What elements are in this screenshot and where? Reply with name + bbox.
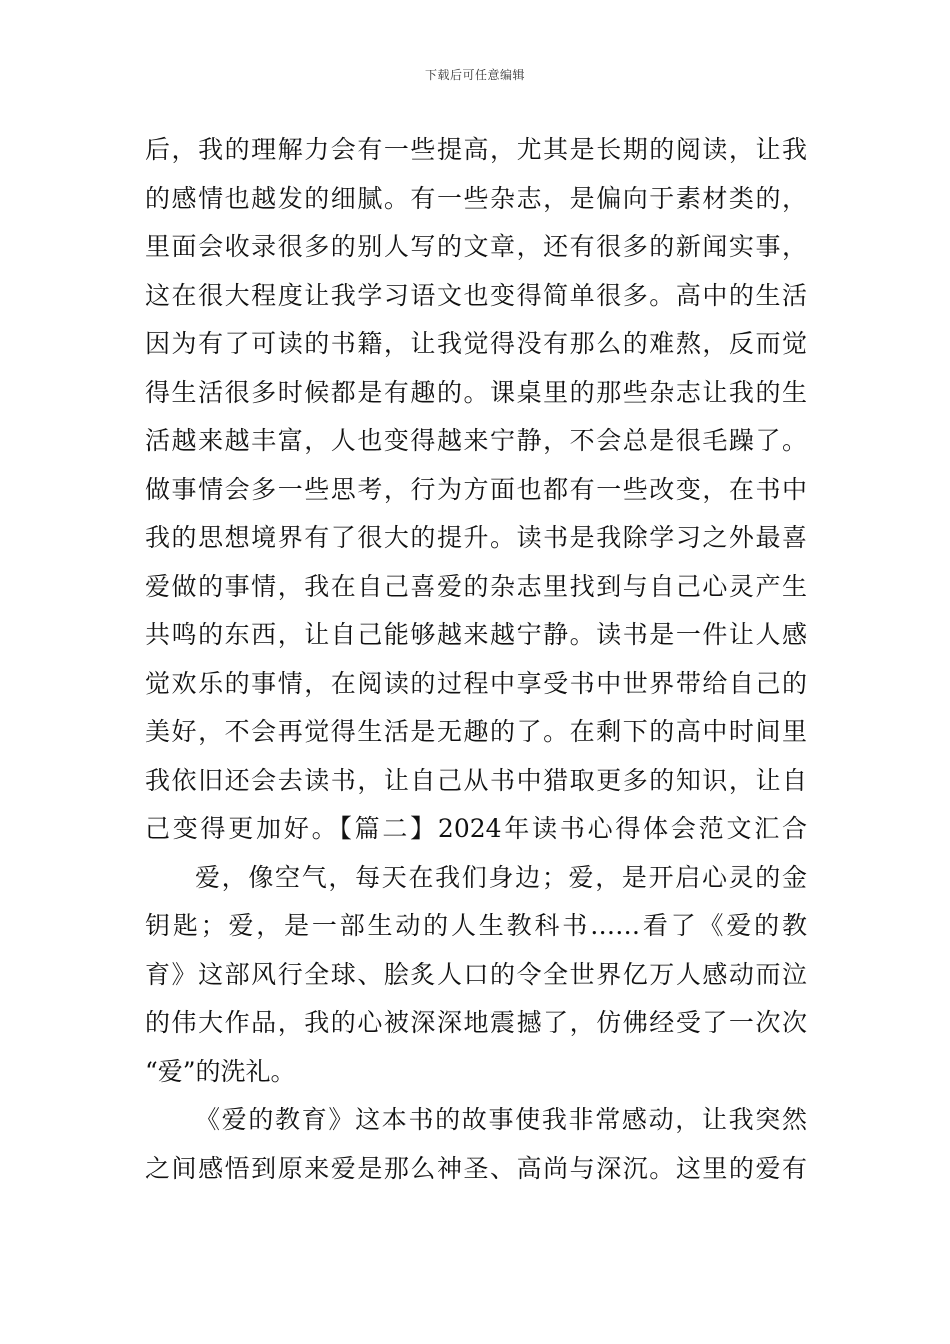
text-line: 之间感悟到原来爱是那么神圣、高尚与深沉。这里的爱有 <box>145 1153 807 1183</box>
text-line: 后，我的理解力会有一些提高，尤其是长期的阅读，让我 <box>145 135 807 164</box>
text-line: 爱做的事情，我在自己喜爱的杂志里找到与自己心灵产生 <box>145 571 807 601</box>
text-line: 里面会收录很多的别人写的文章，还有很多的新闻实事， <box>145 232 807 261</box>
text-line: 活越来越丰富，人也变得越来宁静，不会总是很毛躁了。 <box>145 426 807 455</box>
text-line: 钥匙；爱，是一部生动的人生教科书……看了《爱的教 <box>145 911 807 940</box>
text-line: 得生活很多时候都是有趣的。课桌里的那些杂志让我的生 <box>145 377 807 407</box>
text-line: 我的思想境界有了很大的提升。读书是我除学习之外最喜 <box>145 523 807 552</box>
text-line: 美好，不会再觉得生活是无趣的了。在剩下的高中时间里 <box>145 717 807 746</box>
text-line: 爱，像空气，每天在我们身边；爱，是开启心灵的金 <box>195 862 807 892</box>
text-line: 做事情会多一些思考，行为方面也都有一些改变，在书中 <box>145 474 807 504</box>
text-line: “爱”的洗礼。 <box>145 1056 296 1086</box>
text-line: 我依旧还会去读书，让自己从书中猎取更多的知识，让自 <box>145 765 807 795</box>
text-line: 的感情也越发的细腻。有一些杂志，是偏向于素材类的， <box>145 183 807 213</box>
text-line: 这在很大程度让我学习语文也变得简单很多。高中的生活 <box>145 280 807 310</box>
page-header: 下载后可任意编辑 <box>424 68 525 82</box>
text-line: 觉欢乐的事情，在阅读的过程中享受书中世界带给自己的 <box>145 668 807 698</box>
text-line: 的伟大作品，我的心被深深地震撼了，仿佛经受了一次次 <box>145 1008 807 1037</box>
body-text <box>145 126 807 1193</box>
text-line: 因为有了可读的书籍，让我觉得没有那么的难熬，反而觉 <box>145 329 807 358</box>
text-line: 育》这部风行全球、脍炙人口的令全世界亿万人感动而泣 <box>145 959 807 989</box>
text-line: 共鸣的东西，让自己能够越来越宁静。读书是一件让人感 <box>145 620 807 649</box>
text-line: 己变得更加好。【篇二】2024年读书心得体会范文汇合 <box>145 814 807 843</box>
text-line: 《爱的教育》这本书的故事使我非常感动，让我突然 <box>195 1105 807 1134</box>
